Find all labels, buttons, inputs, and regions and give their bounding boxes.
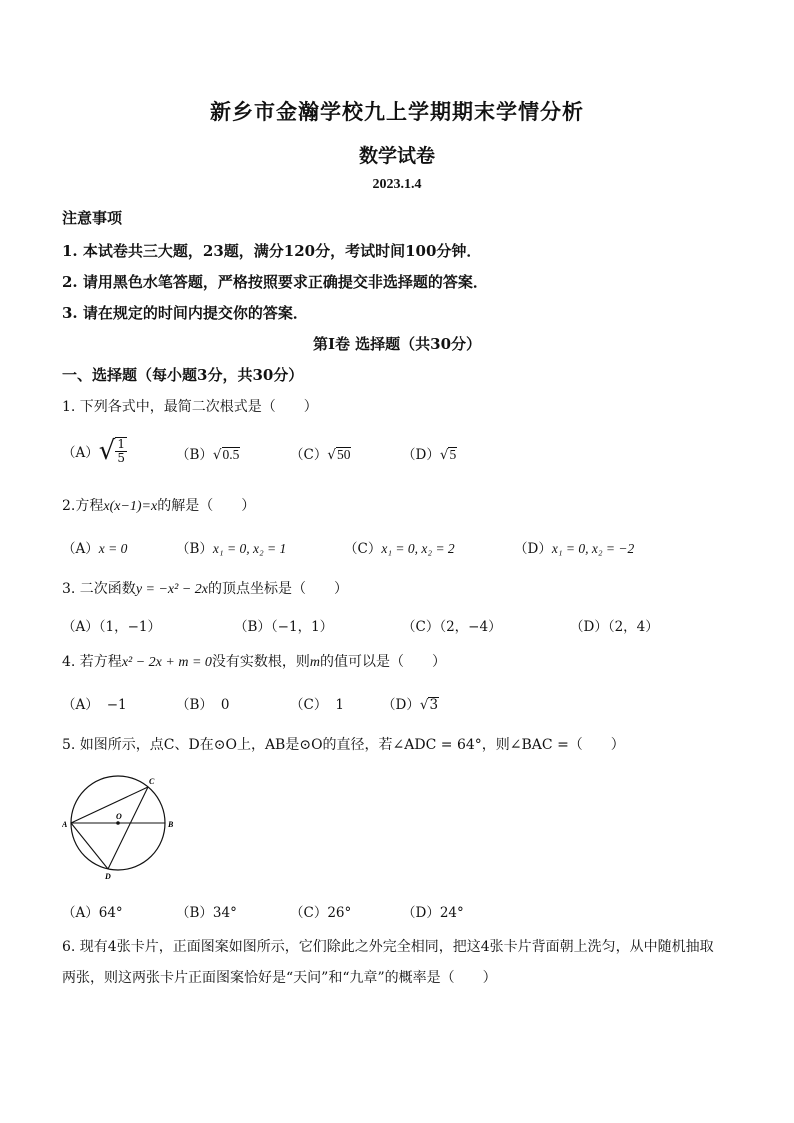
question-2-option-c	[344, 537, 455, 557]
fraction	[115, 437, 127, 465]
part-title: 第Ⅰ卷 选择题（共30分）	[312, 335, 482, 353]
stem-text: 3. 二次函数	[62, 581, 136, 597]
option-value: 0	[220, 697, 230, 713]
option-label: （A）	[62, 445, 99, 461]
label-d: D	[105, 872, 111, 881]
question-3-stem	[62, 578, 348, 598]
option-label: （D）	[514, 541, 552, 557]
question-5-option-b	[176, 901, 237, 921]
option-label: （B）	[234, 619, 271, 635]
stem-math: x² − 2x + m = 0	[121, 655, 212, 670]
option-label: （D）	[570, 619, 608, 635]
option-value: 34°	[212, 905, 237, 921]
question-4-option-a	[62, 693, 127, 713]
option-value: （−1，1）	[270, 619, 334, 635]
radical-sign: √	[212, 447, 222, 463]
exam-title: 新乡市金瀚学校九上学期期末学情分析	[210, 99, 584, 124]
option-value: 26°	[327, 905, 352, 921]
option-value: （2，4）	[607, 619, 659, 635]
radical-sign: √	[419, 697, 429, 713]
option-value: x = 0	[98, 541, 128, 556]
option-label: （A）	[62, 541, 99, 557]
exam-date: 2023.1.4	[372, 177, 422, 192]
option-label: （B）	[176, 905, 213, 921]
question-4-option-c	[290, 693, 344, 713]
question-1-option-c	[290, 443, 351, 463]
chord-dc	[108, 787, 148, 869]
question-5-stem: 5. 如图所示，点C、D在⊙O上，AB是⊙O的直径，若∠ADC = 64°，则∠BAC =（ ）	[62, 737, 625, 753]
stem-math: m	[309, 655, 321, 670]
question-2-option-b	[176, 537, 286, 557]
option-label: （D）	[402, 447, 440, 463]
option-value: x₁ = 0, x₂ = 2	[381, 541, 455, 556]
fraction-numerator: 1	[117, 437, 125, 451]
question-1-stem: 1. 下列各式中，最简二次根式是（ ）	[62, 399, 318, 415]
question-5-option-c	[290, 901, 351, 921]
option-label: （C）	[290, 905, 328, 921]
question-1-option-a	[62, 429, 127, 473]
option-label: （A）	[62, 697, 99, 713]
radicand: 0.5	[222, 447, 240, 462]
option-value: （2，−4）	[439, 619, 502, 635]
stem-math: y = −x² − 2x	[135, 582, 208, 597]
question-4-option-b	[176, 693, 230, 713]
fraction-denominator: 5	[117, 451, 125, 465]
option-label: （B）	[176, 447, 213, 463]
question-3-option-c	[402, 615, 502, 635]
question-1-option-d	[402, 443, 457, 463]
stem-text: 没有实数根，则	[211, 654, 310, 670]
section-title: 一、选择题（每小题3分，共30分）	[62, 366, 304, 384]
exam-subtitle: 数学试卷	[358, 145, 435, 167]
notice-item: 1. 本试卷共三大题，23题，满分120分，考试时间100分钟．	[62, 242, 482, 260]
radicand: 50	[336, 447, 351, 462]
circle-figure	[62, 773, 184, 881]
option-label: （C）	[402, 619, 440, 635]
question-2-stem	[62, 495, 255, 515]
label-b: B	[168, 820, 174, 829]
radicand: 3	[429, 697, 439, 713]
question-4-option-d	[382, 693, 439, 713]
stem-text: 2.方程	[62, 498, 104, 514]
question-3-option-d	[570, 615, 659, 635]
notice-item: 2. 请用黑色水笔答题，严格按照要求正确提交非选择题的答案．	[62, 273, 488, 291]
question-5-option-d	[402, 901, 464, 921]
question-6-line-2: 两张，则这两张卡片正面图案恰好是“天问”和“九章”的概率是（ ）	[62, 970, 497, 986]
notice-heading: 注意事项	[62, 209, 123, 227]
stem-text: 的值可以是（ ）	[320, 654, 447, 670]
radicand: 5	[449, 447, 457, 462]
center-point	[116, 821, 120, 825]
radical-sign: √	[439, 447, 449, 463]
question-1-option-b	[176, 443, 240, 463]
question-4-stem	[62, 651, 446, 671]
option-value: x₁ = 0, x₂ = 1	[212, 541, 287, 556]
radical-sign: √	[327, 447, 336, 463]
label-a: A	[62, 820, 68, 829]
option-label: （D）	[402, 905, 440, 921]
option-label: （C）	[290, 697, 328, 713]
question-3-option-a	[62, 615, 161, 635]
option-value: x₁ = 0, x₂ = −2	[551, 541, 635, 556]
question-3-option-b	[234, 615, 333, 635]
option-value: 1	[335, 697, 344, 713]
question-2-option-a	[62, 537, 127, 557]
option-label: （C）	[290, 447, 328, 463]
radical-sign: √	[98, 436, 116, 466]
option-label: （D）	[382, 697, 420, 713]
stem-math: x(x−1)=x	[103, 499, 158, 514]
label-c: C	[149, 777, 155, 786]
option-label: （B）	[176, 697, 213, 713]
option-value: 64°	[98, 905, 123, 921]
notice-item: 3. 请在规定的时间内提交你的答案．	[62, 304, 308, 322]
option-value: −1	[106, 697, 127, 713]
question-2-option-d	[514, 537, 634, 557]
label-o: O	[116, 812, 122, 821]
stem-text: 的顶点坐标是（ ）	[208, 581, 348, 597]
question-5-option-a	[62, 901, 123, 921]
option-label: （A）	[62, 905, 99, 921]
option-label: （C）	[344, 541, 382, 557]
option-label: （B）	[176, 541, 213, 557]
stem-text: 的解是（ ）	[157, 498, 256, 514]
option-value: （1，−1）	[98, 619, 161, 635]
option-label: （A）	[62, 619, 99, 635]
stem-text: 4. 若方程	[62, 654, 122, 670]
option-value: 24°	[439, 905, 464, 921]
question-6-line-1: 6. 现有4张卡片，正面图案如图所示，它们除此之外完全相同，把这4张卡片背面朝上洗匀，从中随机抽取	[62, 939, 714, 955]
